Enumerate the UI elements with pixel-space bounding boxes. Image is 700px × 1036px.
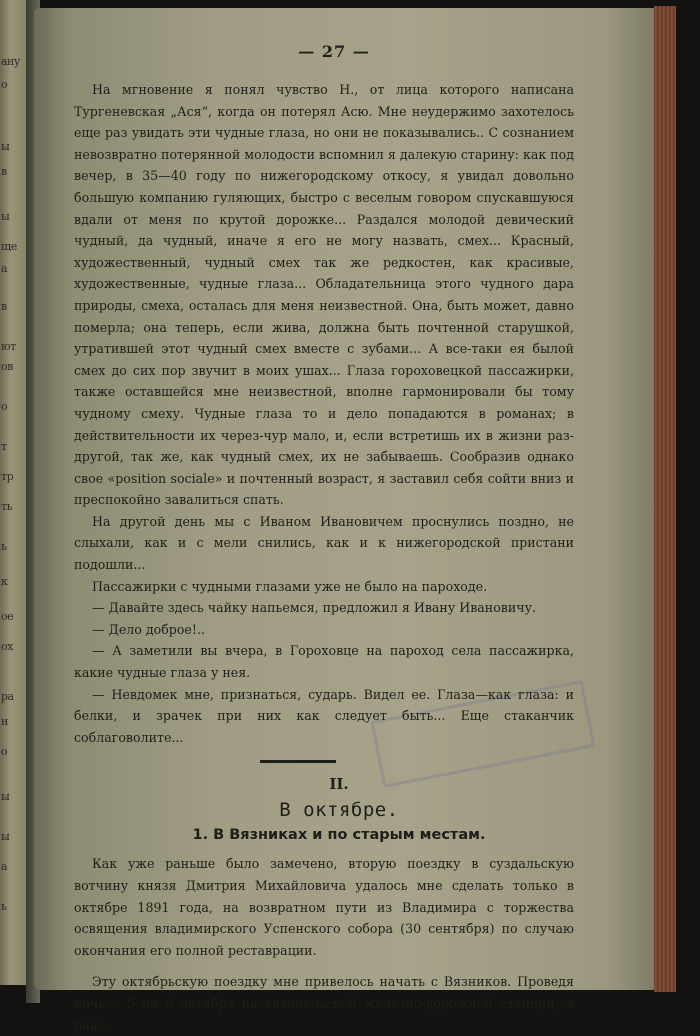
chapter-number: II. bbox=[329, 775, 349, 794]
chapter-title: В октябре. bbox=[279, 799, 399, 822]
page-edges bbox=[654, 6, 676, 992]
book-cover-edge bbox=[676, 0, 700, 1003]
page-content bbox=[74, 42, 574, 1036]
left-page-fragment: в bbox=[1, 300, 7, 313]
dialogue-line: — А заметили вы вчера, в Гороховце на пароход села пассажирка, какие чудные глаза у нея. bbox=[74, 643, 574, 681]
left-page-fragment: ра bbox=[1, 690, 14, 703]
left-page-fragment: ще bbox=[1, 240, 17, 253]
left-page-fragment: к bbox=[1, 575, 8, 588]
left-page-fragment: а bbox=[1, 860, 8, 873]
left-page-fragment: ов bbox=[1, 360, 13, 373]
left-page-fragment: о bbox=[1, 745, 8, 758]
left-page-fragment: ану bbox=[1, 55, 20, 68]
left-page-fragment: ть bbox=[1, 500, 13, 513]
left-page-fragment: ы bbox=[1, 210, 10, 223]
left-page-fragment: ы bbox=[1, 830, 10, 843]
left-page-fragment: а bbox=[1, 262, 8, 275]
paragraph: Пассажирки с чудными глазами уже не было на пароходе. bbox=[92, 578, 488, 594]
left-page-fragment: ют bbox=[1, 340, 16, 353]
dialogue-line: — Невдомек мне, признаться, сударь. Видел ее. Глаза—как глаза: и белки, и зрачек при них как следует быть... Еще стаканчик соблаговолите... bbox=[74, 686, 574, 745]
page-number: — 27 — bbox=[298, 42, 370, 61]
paragraph: Эту октябрьскую поездку мне привелось начать с Вязников. Проведя ночь с 5 на 6 октября на вязниковской железно-дорожной станции, я рано bbox=[74, 974, 574, 1033]
left-page-fragment: ы bbox=[1, 790, 10, 803]
left-page-fragment: ь bbox=[1, 540, 7, 553]
left-page-fragment: н bbox=[1, 715, 8, 728]
section-divider bbox=[260, 760, 336, 763]
left-page-fragment: в bbox=[1, 165, 7, 178]
left-page-fragment: ох bbox=[1, 640, 13, 653]
left-page-edge bbox=[0, 0, 26, 985]
left-page-fragment: тр bbox=[1, 470, 14, 483]
paragraph: На мгновение я понял чувство Н., от лица которого написана Тургеневская „Ася“, когда он потерял Асю. Мне неудержимо захотелось еще раз увидать эти чудные глаза, но они не показывались.. С сознанием невозвратно потерянной молодости вспомнил я далекую старину: как под вечер, в 35—40 году по нижегородскому откосу, я увидал довольно большую компанию гуляющих, быстро с веселым говором спускавшуюся вдали от меня по крутой дорожке... Раздался молодой девический чудный, да чудный, иначе я его не могу назвать, смех... Красный, художественный, чудный смех так же редкостен, как красивые, художественные, чудные глаза... Обладательница этого чудного дара природы, смеха, осталась для меня неизвестной. Она, быть может, давно померла; она теперь, если жива, должна быть почтенной старушкой, утратившей этот чудный смех вместе с зубами... А все-таки ея былой смех до сих пор звучит в моих ушах... Глаза гороховецкой пассажирки, также оставшейся мне неизвестной, вполне гармонировали бы тому чудному смеху. Чудные глаза то и дело попадаются в романах; в действительности их через-чур мало, и, если встретишь их в жизни раз-другой, так же, как чудный смех, их не забываешь. Сообразив однако свое «position sociale» и почтенный возраст, я заставил себя сойти вниз и преспокойно завалиться спать. bbox=[74, 82, 574, 508]
paragraph: Как уже раньше было замечено, вторую поездку в суздальскую вотчину князя Дмитрия Михайловича удалось мне сделать только в октябре 1891 года, на возвратном пути из Владимира с торжества освящения владимирского Успенского собора (30 сентября) по случаю окончания его полной реставрации. bbox=[74, 856, 574, 958]
section-title: 1. В Вязниках и по старым местам. bbox=[192, 827, 486, 844]
paragraph: На другой день мы с Иваном Ивановичем проснулись поздно, не слыхали, как и с мели снились, как и к нижегородской пристани подошли... bbox=[74, 513, 574, 573]
left-page-fragment: ь bbox=[1, 900, 7, 913]
left-page-fragment: о bbox=[1, 400, 8, 413]
left-page-fragment: ы bbox=[1, 140, 10, 153]
left-page-fragment: т bbox=[1, 440, 7, 453]
left-page-fragment: ое bbox=[1, 610, 14, 623]
left-page-fragment: о bbox=[1, 78, 8, 91]
dialogue-line: — Дело доброе!.. bbox=[92, 621, 205, 637]
dialogue-line: — Давайте здесь чайку напьемся, предложил я Ивану Ивановичу. bbox=[92, 600, 537, 616]
